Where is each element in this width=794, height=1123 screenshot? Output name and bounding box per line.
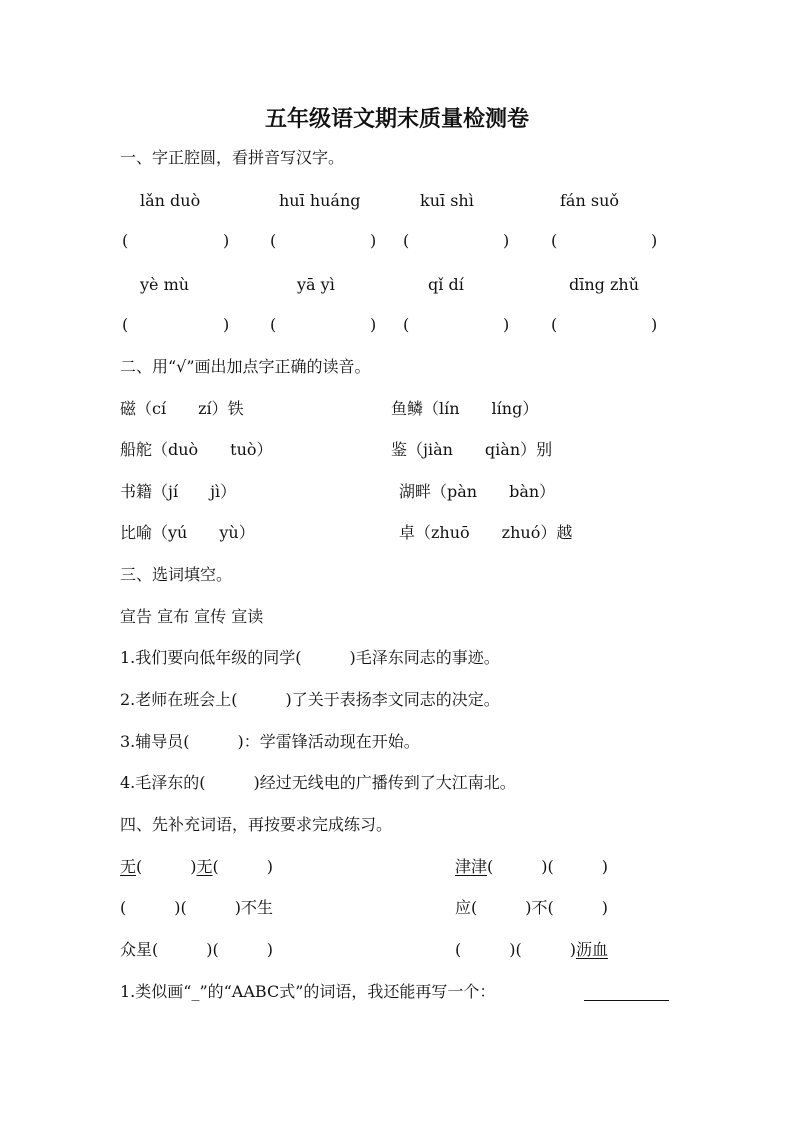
fill-item-4: 4.毛泽东的( )经过无线电的广播传到了大江南北。 — [120, 773, 516, 792]
answer-paren-open: ( — [551, 315, 558, 334]
answer-paren-close: ) — [503, 231, 510, 250]
idiom-left-2: ( )( )不生 — [120, 898, 273, 917]
fill-item-2: 2.老师在班会上( )了关于表扬李文同志的决定。 — [120, 690, 500, 709]
section4-heading: 四、先补充词语，再按要求完成练习。 — [120, 815, 393, 834]
answer-paren-open: ( — [270, 315, 277, 334]
answer-paren-open: ( — [403, 315, 410, 334]
answer-paren-open: ( — [403, 231, 410, 250]
pinyin-1-1: lǎn duò — [140, 191, 201, 210]
answer-paren-open: ( — [122, 315, 129, 334]
fill-item-1: 1.我们要向低年级的同学( )毛泽东同志的事迹。 — [120, 648, 500, 667]
section2-heading: 二、用“√”画出加点字正确的读音。 — [120, 357, 371, 376]
answer-paren-close: ) — [503, 315, 510, 334]
idiom-blank: ( ) — [212, 857, 274, 876]
question-1: 1.类似画“_”的“AABC式”的词语，我还能再写一个： — [120, 982, 496, 1001]
reading-item-right-2: 鉴（jiàn qiàn）别 — [391, 440, 553, 459]
idiom-right-2: 应( )不( ) — [455, 898, 608, 917]
pinyin-2-1: yè mù — [140, 275, 190, 294]
idiom-blank: ( ) — [136, 857, 197, 876]
reading-item-left-4: 比喻（yú yù） — [120, 523, 255, 542]
idiom-left-3: 众星( )( ) — [120, 940, 273, 959]
reading-item-left-2: 船舵（duò tuò） — [120, 440, 273, 459]
reading-item-right-1: 鱼鳞（lín líng） — [391, 399, 539, 418]
answer-paren-open: ( — [122, 231, 129, 250]
reading-item-right-4: 卓（zhuō zhuó）越 — [399, 523, 573, 542]
idiom-chars-underlined: 沥血 — [575, 940, 608, 959]
idiom-left-1 — [120, 859, 273, 875]
answer-paren-close: ) — [223, 231, 230, 250]
answer-paren-close: ) — [651, 231, 658, 250]
idiom-char-underlined: 无 — [196, 857, 213, 876]
section3-heading: 三、选词填空。 — [120, 565, 233, 584]
reading-item-left-3: 书籍（jí jì） — [120, 482, 237, 501]
answer-paren-open: ( — [270, 231, 277, 250]
answer-paren-open: ( — [551, 231, 558, 250]
word-options: 宣告 宣布 宣传 宣读 — [120, 607, 264, 626]
idiom-blanks: ( )( ) — [487, 857, 608, 876]
idiom-right-3 — [455, 942, 608, 958]
answer-paren-close: ) — [223, 315, 230, 334]
idiom-blanks: ( )( ) — [455, 940, 576, 959]
idiom-chars-underlined: 津津 — [455, 857, 488, 876]
section1-heading: 一、字正腔圆，看拼音写汉字。 — [120, 148, 345, 167]
pinyin-2-4: dīng zhǔ — [569, 275, 640, 294]
pinyin-2-3: qǐ dí — [428, 275, 464, 294]
page-title: 五年级语文期末质量检测卷 — [264, 106, 529, 132]
fill-item-3: 3.辅导员( )：学雷锋活动现在开始。 — [120, 732, 420, 751]
answer-blank-line[interactable] — [584, 1000, 669, 1001]
answer-paren-close: ) — [370, 315, 377, 334]
idiom-char-underlined: 无 — [120, 857, 137, 876]
pinyin-2-2: yā yì — [297, 275, 335, 294]
pinyin-1-4: fán suǒ — [560, 191, 619, 210]
pinyin-1-3: kuī shì — [420, 191, 474, 210]
pinyin-1-2: huī huáng — [279, 191, 361, 210]
answer-paren-close: ) — [370, 231, 377, 250]
answer-paren-close: ) — [651, 315, 658, 334]
reading-item-right-3: 湖畔（pàn bàn） — [399, 482, 556, 501]
reading-item-left-1: 磁（cí zí）铁 — [120, 399, 244, 418]
idiom-right-1 — [455, 859, 608, 875]
